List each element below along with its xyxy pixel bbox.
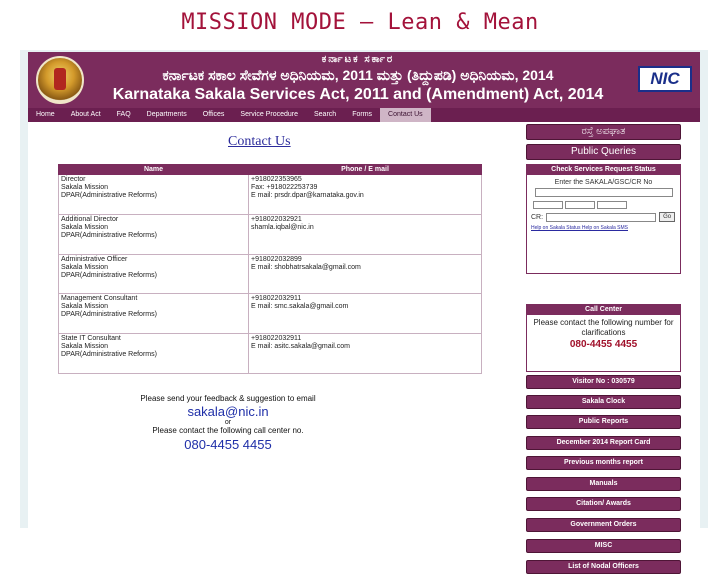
gsc-number-inputs [533,201,680,209]
go-button[interactable]: Go [659,212,675,222]
nav-faq[interactable]: FAQ [116,111,131,118]
call-center-info: Please contact the following number for clarifications [533,318,674,337]
call-center-text: Please contact the following call center no. [152,426,304,435]
contact-detail-cell[interactable]: +918022032911 E mail: smc.sakala@gmail.com [249,294,482,334]
status-input-label: Enter the SAKALA/GSC/CR No [554,179,653,186]
contact-detail-cell[interactable]: +918022032921 shamla.iqbal@nic.in [249,214,482,254]
call-center-phone: 080-4455 4455 [569,339,638,350]
call-center-heading: Call Center [527,305,680,315]
main-nav [28,108,700,122]
header-kannada-act: ಕರ್ನಾಟಕ ಸಕಾಲ ಸೇವೆಗಳ ಅಧಿನಿಯಮ, 2011 ಮತ್ತು (ತಿದ್ದುಪಡಿ) ಅಧಿನಿಯಮ, 2014 [162,67,554,83]
contact-name-cell: Administrative Officer Sakala Mission DPAR(Administrative Reforms) [59,254,249,294]
citation-awards-button[interactable]: Citation/ Awards [526,497,681,511]
nav-service-procedure[interactable]: Service Procedure [240,111,298,118]
nav-about-act[interactable]: About Act [70,111,101,118]
feedback-block [88,394,368,452]
table-row [59,175,482,215]
status-help-links[interactable]: Help on Sakala Status Help on Sakala SMS [531,225,628,231]
nav-home[interactable]: Home [36,111,55,118]
table-row [59,334,482,374]
contact-name-cell: Director Sakala Mission DPAR(Administrative Reforms) [59,175,249,215]
table-header-row [59,165,482,175]
contact-detail-cell[interactable]: +918022032899 E mail: shobhatrsakala@gmail.com [249,254,482,294]
nic-logo: NIC [638,66,692,92]
cr-input[interactable] [546,213,656,222]
contact-name-cell: State IT Consultant Sakala Mission DPAR(Administrative Reforms) [59,334,249,374]
previous-report-button[interactable]: Previous months report [526,456,681,470]
column-header-name: Name [59,165,249,175]
contact-name-cell: Additional Director Sakala Mission DPAR(Administrative Reforms) [59,214,249,254]
nav-forms[interactable]: Forms [352,111,373,118]
government-orders-button[interactable]: Government Orders [526,518,681,532]
contact-detail-cell[interactable]: +918022353965 Fax: +918022253739 E mail: prsdr.dpar@karnataka.gov.in [249,175,482,215]
status-check-panel [526,164,681,274]
feedback-email-link[interactable]: sakala@nic.in [187,404,269,419]
karnataka-emblem-icon [36,56,84,104]
sakala-clock-button[interactable]: Sakala Clock [526,395,681,409]
visitor-counter: Visitor No : 030579 [526,375,681,389]
sakala-number-input[interactable] [535,188,673,197]
contact-name-cell: Management Consultant Sakala Mission DPAR(Administrative Reforms) [59,294,249,334]
slide-title: MISSION MODE – Lean & Mean [181,10,539,35]
feedback-text: Please send your feedback & suggestion to email [140,394,316,403]
table-row [59,214,482,254]
cr-label: CR: [531,213,544,221]
header-english-act: Karnataka Sakala Services Act, 2011 and (Amendment) Act, 2014 [112,86,604,103]
gsc-part-input[interactable] [597,201,627,209]
nav-departments[interactable]: Departments [146,111,187,118]
public-queries-button[interactable]: Public Queries [526,144,681,160]
site-header [28,52,700,108]
call-center-number: 080-4455 4455 [184,437,272,452]
gsc-part-input[interactable] [565,201,595,209]
contact-us-heading: Contact Us [228,134,291,149]
column-header-contact: Phone / E mail [249,165,482,175]
call-center-panel [526,304,681,372]
nav-search[interactable]: Search [314,111,337,118]
kannada-accident-button[interactable]: ರಸ್ತೆ ಅಪಘಾತ [526,124,681,140]
contact-detail-cell[interactable]: +918022032911 E mail: asitc.sakala@gmail.com [249,334,482,374]
nodal-officers-button[interactable]: List of Nodal Officers [526,560,681,574]
status-panel-heading: Check Services Request Status [527,165,680,175]
cr-row [531,212,680,222]
misc-button[interactable]: MISC [526,539,681,553]
feedback-or: or [224,419,232,426]
contact-table [58,164,482,374]
nav-offices[interactable]: Offices [202,111,225,118]
public-reports-button[interactable]: Public Reports [526,415,681,429]
sakala-website [28,52,700,570]
manuals-button[interactable]: Manuals [526,477,681,491]
table-row [59,294,482,334]
report-card-button[interactable]: December 2014 Report Card [526,436,681,450]
header-kannada-government: ಕರ್ನಾಟಕ ಸರ್ಕಾರ [321,54,395,65]
gsc-part-input[interactable] [533,201,563,209]
screenshot-frame [20,50,708,570]
table-row [59,254,482,294]
nav-contact-us[interactable]: Contact Us [380,108,431,122]
